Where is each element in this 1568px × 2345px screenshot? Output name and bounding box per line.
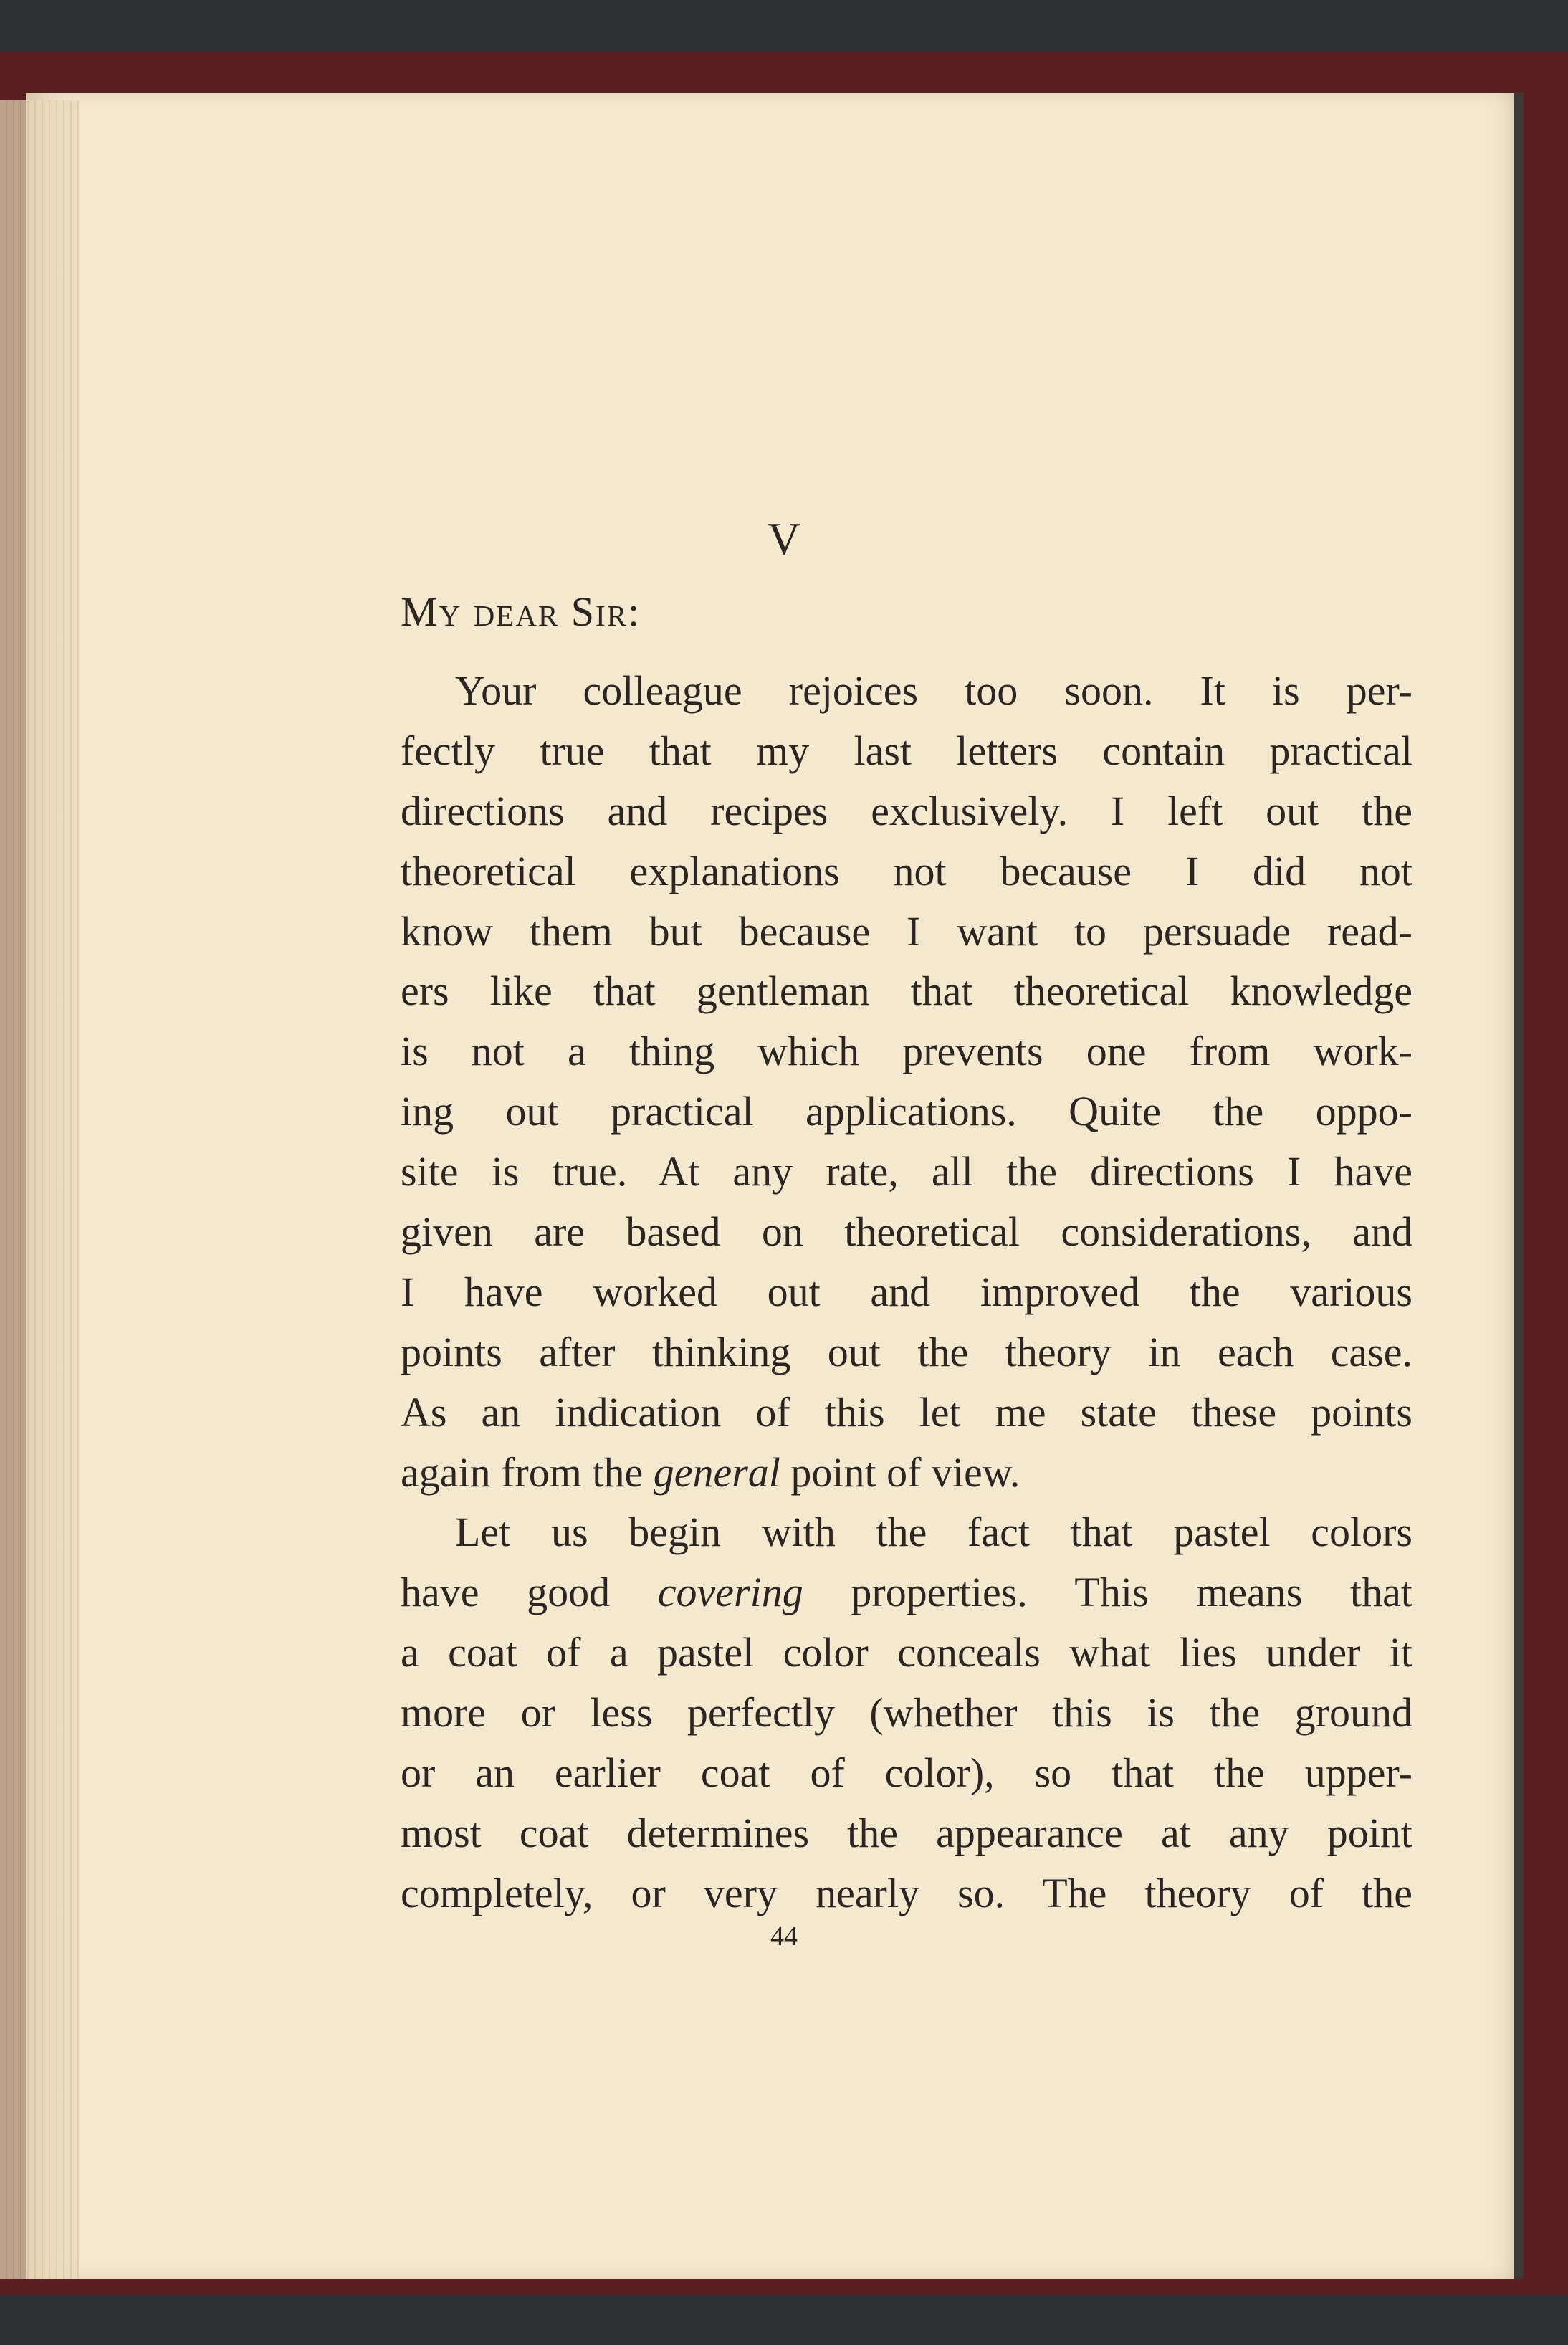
text-line: know them but because I want to persuade read- <box>401 907 1412 955</box>
text-line: is not a thing which prevents one from work- <box>401 1028 1412 1075</box>
page-number: 44 <box>770 1921 798 1952</box>
text-line: Let us begin with the fact that pastel colors <box>455 1509 1412 1556</box>
text-line <box>401 1562 1412 1623</box>
text-line: directions and recipes exclusively. I left out the <box>401 787 1412 834</box>
text-line: points after thinking out the theory in each case. <box>401 1328 1412 1375</box>
text-line: or an earlier coat of color), so that the upper- <box>401 1749 1412 1797</box>
italic-word: covering <box>657 1569 803 1616</box>
body-text <box>401 661 1412 1924</box>
text-line: more or less perfectly (whether this is the ground <box>401 1689 1412 1737</box>
salutation: My dear Sir: <box>401 588 641 635</box>
chapter-heading: V <box>767 513 801 564</box>
text-line: site is true. At any rate, all the directions I have <box>401 1148 1412 1195</box>
text-line: ing out practical applications. Quite the oppo- <box>401 1088 1412 1135</box>
italic-word: general <box>653 1448 780 1496</box>
text-line: a coat of a pastel color conceals what lies under it <box>401 1629 1412 1676</box>
text-line: Your colleague rejoices too soon. It is per- <box>455 667 1412 714</box>
text-line: most coat determines the appearance at any point <box>401 1809 1412 1856</box>
text-span: have good <box>401 1569 658 1616</box>
text-span: again from the <box>401 1448 654 1496</box>
text-line: fectly true that my last letters contain practical <box>401 727 1412 774</box>
text-line: completely, or very nearly so. The theory of the <box>401 1869 1412 1916</box>
text-line: As an indication of this let me state these points <box>401 1388 1412 1436</box>
text-span: point of view. <box>780 1448 1020 1496</box>
page-edges <box>0 100 79 2279</box>
text-line: given are based on theoretical considerations, and <box>401 1208 1412 1256</box>
text-span: properties. This means that <box>803 1569 1412 1616</box>
text-line: I have worked out and improved the various <box>401 1268 1412 1315</box>
text-line: ers like that gentleman that theoretical knowledge <box>401 968 1412 1015</box>
text-line <box>401 1443 1412 1503</box>
text-line: theoretical explanations not because I did not <box>401 847 1412 894</box>
